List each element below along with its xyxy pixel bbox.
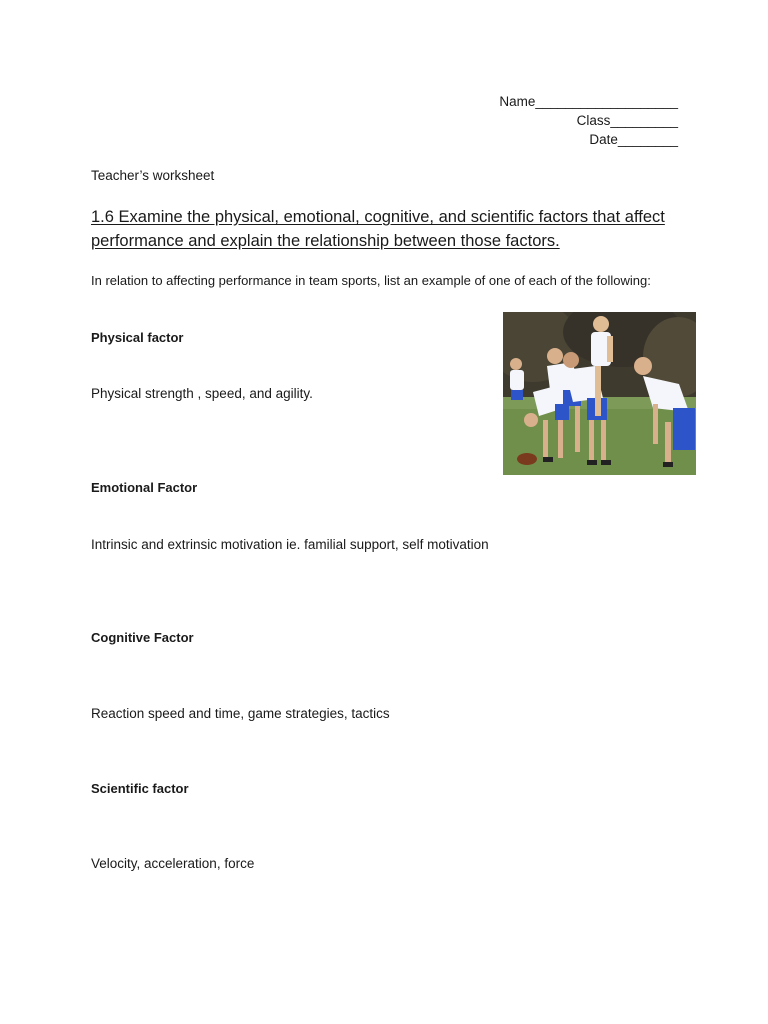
class-field: Class_________	[576, 113, 678, 128]
team-sport-photo	[503, 312, 696, 475]
name-field: Name___________________	[499, 94, 678, 109]
worksheet-heading: 1.6 Examine the physical, emotional, cognitive, and scientific factors that affect performance and explain the relationship between those factors.	[91, 208, 665, 250]
emotional-factor-answer: Intrinsic and extrinsic motivation ie. familial support, self motivation	[91, 537, 489, 552]
emotional-factor-label: Emotional Factor	[91, 480, 198, 495]
worksheet-subtitle: Teacher’s worksheet	[91, 168, 215, 183]
date-field: Date________	[589, 132, 678, 147]
scientific-factor-label: Scientific factor	[91, 781, 189, 796]
team-sport-photo-icon	[503, 312, 696, 475]
cognitive-factor-answer: Reaction speed and time, game strategies, tactics	[91, 706, 390, 721]
scientific-factor-answer: Velocity, acceleration, force	[91, 856, 255, 871]
physical-factor-answer: Physical strength , speed, and agility.	[91, 386, 313, 401]
cognitive-factor-label: Cognitive Factor	[91, 630, 194, 645]
instructions-text: In relation to affecting performance in team sports, list an example of one of each of the following:	[91, 273, 651, 288]
student-info-fields	[499, 92, 678, 149]
physical-factor-label: Physical factor	[91, 330, 184, 345]
